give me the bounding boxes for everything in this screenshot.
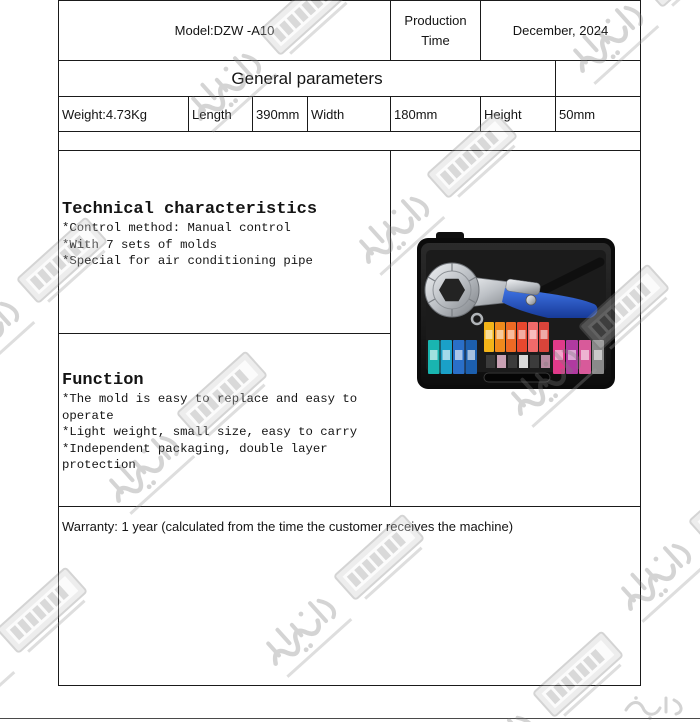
height-label-cell (480, 96, 556, 132)
warranty-text: Warranty: 1 year (calculated from the time the customer receives the machine) (62, 519, 514, 534)
weight-cell (58, 96, 189, 132)
general-parameters-cell (58, 60, 556, 97)
width-label: Width (311, 106, 345, 122)
page-bottom-rule (0, 718, 700, 719)
technical-characteristics-cell (58, 150, 391, 334)
function-cell (58, 333, 391, 507)
length-value: 390mm (256, 106, 300, 122)
length-label: Length (192, 106, 232, 122)
technical-item: *With 7 sets of molds (62, 237, 217, 252)
width-value: 180mm (394, 106, 438, 122)
production-date: December, 2024 (512, 23, 609, 38)
general-parameters-title: General parameters (231, 68, 383, 88)
height-value-cell (555, 96, 641, 132)
function-item: *Light weight, small size, easy to carry (62, 425, 358, 439)
weight-text: Weight:4.73Kg (62, 106, 148, 122)
technical-characteristics-heading: Technical characteristics (62, 200, 318, 219)
height-value: 50mm (559, 106, 596, 122)
width-label-cell (307, 96, 391, 132)
production-time-cell (390, 0, 481, 61)
model-text: Model:DZW -A10 (174, 23, 275, 38)
length-value-cell (252, 96, 308, 132)
production-time-label: Production Time (404, 12, 467, 48)
technical-item: *Control method: Manual control (62, 221, 291, 235)
spacer-row (58, 131, 641, 151)
technical-item: *Special for air conditioning pipe (62, 254, 313, 268)
function-heading: Function (62, 371, 144, 390)
warranty-cell (58, 506, 641, 686)
model-cell (58, 0, 391, 61)
width-value-cell (390, 96, 481, 132)
hydraulic-crimping-tool-kit-icon (391, 151, 639, 505)
function-item: *Independent packaging, double layer protection (62, 441, 328, 472)
empty-cell (555, 60, 641, 97)
length-label-cell (188, 96, 253, 132)
height-label: Height (484, 106, 522, 122)
date-cell (480, 0, 641, 61)
haraj-logo-watermark (626, 696, 681, 720)
function-item: *The mold is easy to replace and easy to operate (62, 392, 358, 423)
